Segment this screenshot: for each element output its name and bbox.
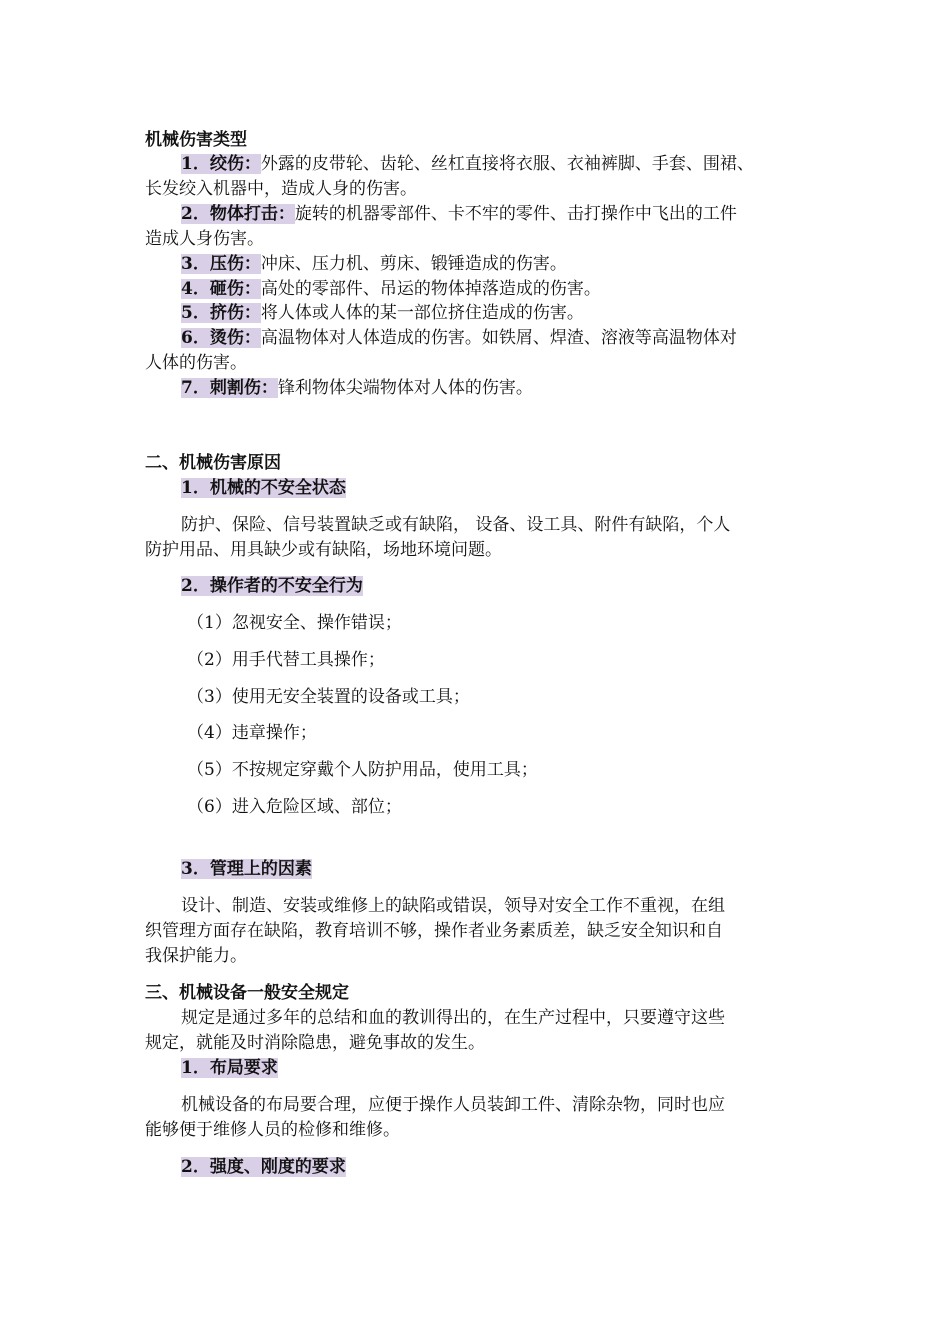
type-text: 锋利物体尖端物体对人体的伤害。 <box>277 378 533 398</box>
type-text: 冲床、压力机、剪床、锻锤造成的伤害。 <box>260 254 567 274</box>
list-item: （1）忽视安全、操作错误； <box>187 613 402 633</box>
type-item-7 <box>181 377 533 399</box>
section-2-heading: 二、机械伤害原因 <box>145 453 281 473</box>
paragraph-line: 机械设备的布局要合理，应便于操作人员装卸工件、清除杂物，同时也应 <box>181 1095 725 1115</box>
type-label: 3．压伤： <box>181 254 261 274</box>
type-label: 1．绞伤： <box>181 154 261 174</box>
paragraph-line: 规定，就能及时消除隐患，避免事故的发生。 <box>145 1033 485 1053</box>
type-item-1-cont: 长发绞入机器中，造成人身的伤害。 <box>145 179 417 199</box>
list-item: （5）不按规定穿戴个人防护用品，使用工具； <box>187 760 538 780</box>
type-item-5 <box>181 302 584 324</box>
type-text: 旋转的机器零部件、卡不牢的零件、击打操作中飞出的工件 <box>294 204 737 224</box>
type-text: 高温物体对人体造成的伤害。如铁屑、焊渣、溶液等高温物体对 <box>260 328 737 348</box>
type-item-3 <box>181 253 567 275</box>
paragraph-line: 我保护能力。 <box>145 946 247 966</box>
section-2-sub3-heading: 3．管理上的因素 <box>181 859 312 879</box>
type-item-1 <box>181 153 754 175</box>
type-text: 将人体或人体的某一部位挤住造成的伤害。 <box>260 303 584 323</box>
list-item: （4）违章操作； <box>187 723 317 743</box>
page-title: 机械伤害类型 <box>145 130 247 150</box>
type-text: 高处的零部件、吊运的物体掉落造成的伤害。 <box>260 279 601 299</box>
type-label: 4．砸伤： <box>181 279 261 299</box>
paragraph-line: 防护、保险、信号装置缺乏或有缺陷， 设备、设工具、附件有缺陷，个人 <box>181 515 731 535</box>
list-item: （3）使用无安全装置的设备或工具； <box>187 687 470 707</box>
type-text: 外露的皮带轮、齿轮、丝杠直接将衣服、衣袖裤脚、手套、围裙、 <box>260 154 754 174</box>
type-item-6-cont: 人体的伤害。 <box>145 353 247 373</box>
section-2-sub2-heading: 2．操作者的不安全行为 <box>181 576 363 596</box>
paragraph-line: 能够便于维修人员的检修和维修。 <box>145 1120 400 1140</box>
type-item-6 <box>181 327 737 349</box>
list-item: （2）用手代替工具操作； <box>187 650 385 670</box>
section-3-sub1-heading: 1．布局要求 <box>181 1058 278 1078</box>
paragraph-line: 设计、制造、安装或维修上的缺陷或错误，领导对安全工作不重视，在组 <box>181 896 725 916</box>
paragraph-line: 防护用品、用具缺少或有缺陷，场地环境问题。 <box>145 540 502 560</box>
type-label: 2．物体打击： <box>181 204 295 224</box>
section-3-heading: 三、机械设备一般安全规定 <box>145 983 349 1003</box>
type-label: 7．刺割伤： <box>181 378 278 398</box>
type-item-2 <box>181 203 737 225</box>
type-item-2-cont: 造成人身伤害。 <box>145 229 264 249</box>
type-label: 5．挤伤： <box>181 303 261 323</box>
section-2-sub1-heading: 1．机械的不安全状态 <box>181 478 346 498</box>
paragraph-line: 规定是通过多年的总结和血的教训得出的，在生产过程中，只要遵守这些 <box>181 1008 725 1028</box>
type-item-4 <box>181 278 601 300</box>
type-label: 6．烫伤： <box>181 328 261 348</box>
list-item: （6）进入危险区域、部位； <box>187 797 402 817</box>
section-3-sub2-heading: 2．强度、刚度的要求 <box>181 1157 346 1177</box>
paragraph-line: 织管理方面存在缺陷，教育培训不够，操作者业务素质差，缺乏安全知识和自 <box>145 921 723 941</box>
